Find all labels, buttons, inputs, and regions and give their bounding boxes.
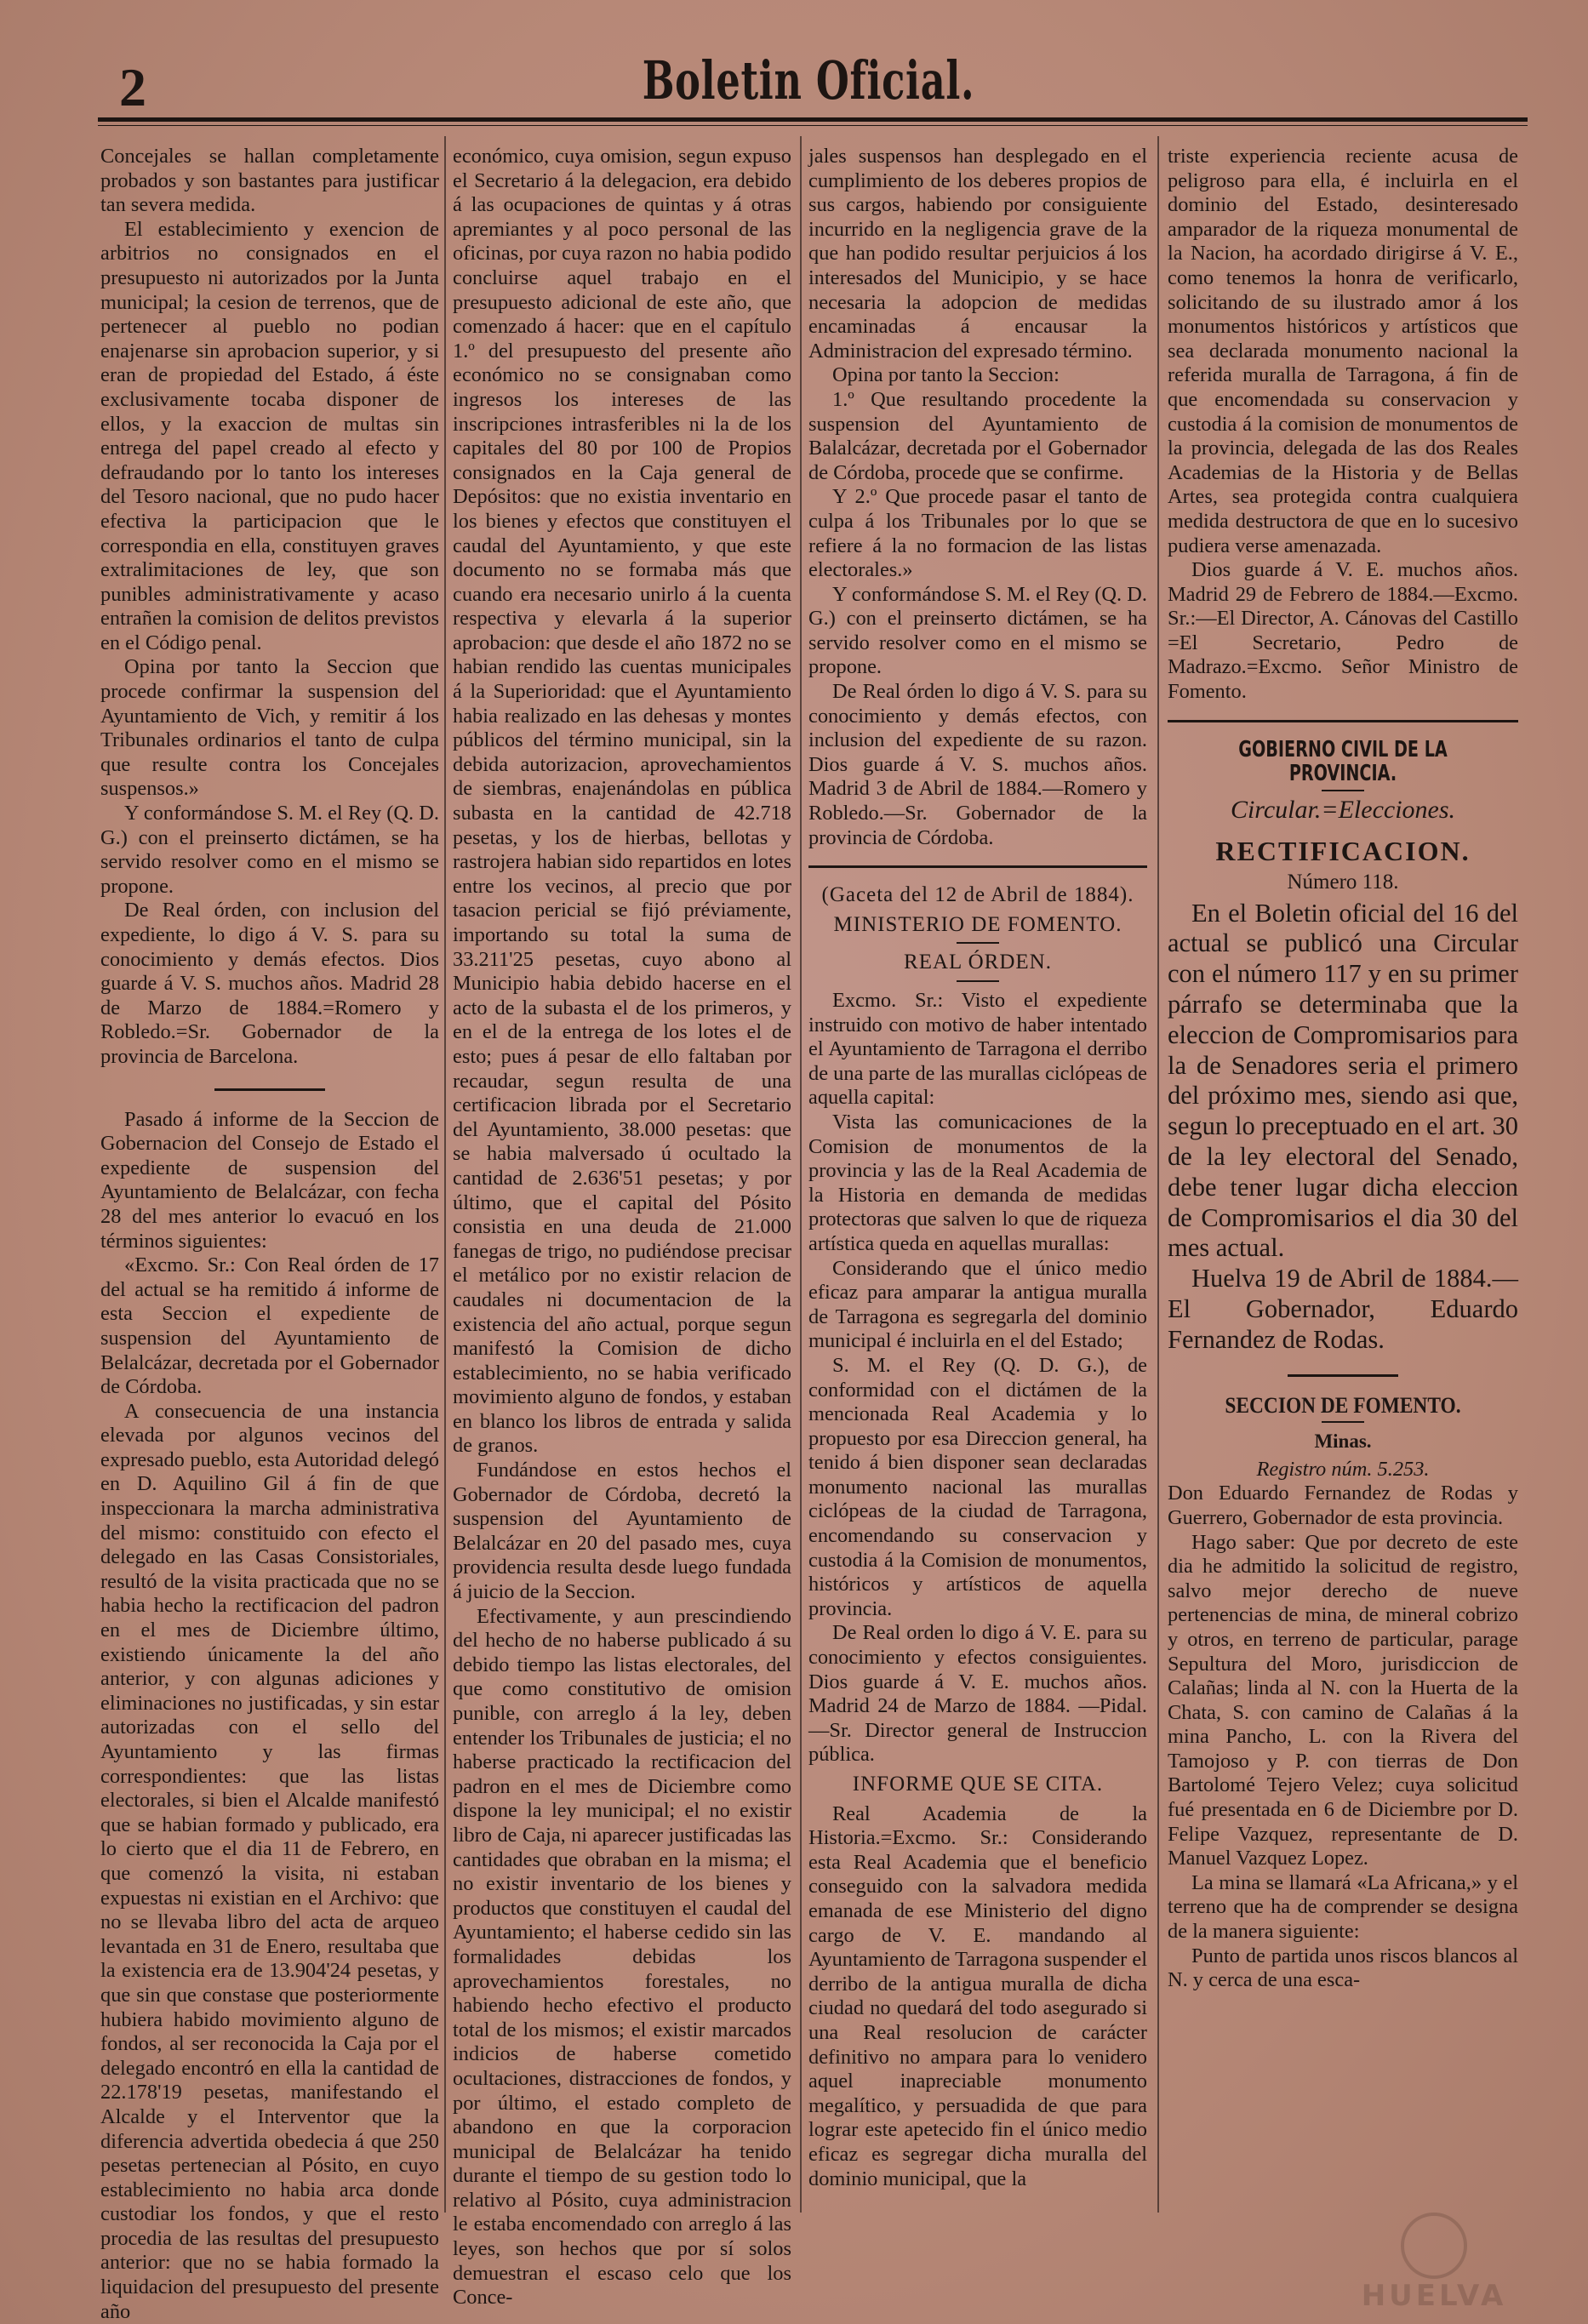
paragraph: Opina por tanto la Seccion: (832, 363, 1060, 387)
paragraph: S. M. el Rey (Q. D. G.), de conformidad con el dictámen de la mencionada Real Academia y lo propuesto por esa Direccion general, ha tenido á bien disponer sean declaradas monumento nacional las murallas ciclópeas de la ciudad de Tarragona, encomendando su conservacion y custodia á la Comision de monumentos, históricos y artísticos de aquella provincia. (808, 1353, 1147, 1620)
gaceta-reference: (Gaceta del 12 de Abril de 1884). (821, 883, 1134, 907)
paragraph: A consecuencia de una instancia elevada por algunos vecinos del expresado pueblo, esta Autoridad delegó en D. Aquilino Gil á fin de que inspeccionara la marcha administrativa del mismo: constituido con efecto el delegado en las Casas Consistoriales, resultó de la visita practicada que no se habia hecho la rectificacion del padron en el mes de Diciembre último, existiendo únicamente la del año anterior, y con algunas adiciones y eliminaciones no justificadas, y sin estar autorizadas con el sello del Ayuntamiento y las firmas correspondientes: que las listas electorales, si bien el Alcalde manifestó que se habian formado y publicado, era lo cierto que el dia 11 de Febrero, en que comenzó la visita, ni estaban expuestas ni existian en el Archivo: que no se llevaba libro del acta de arqueo levantada en 31 de Enero, resultaba que la existencia era de 13.904'24 pesetas, y que sin que constase que posteriormente hubiera habido movimiento alguno de fondos, al ser reconocida la Caja por el delegado encontró en ella la cantidad de 22.178'19 pesetas, manifestando el Alcalde y el Interventor que la diferencia advertida obedecia á que 250 pesetas pertenecian al Pósito, en cuyo establecimiento no habia arca donde custodiar los fondos, y que el resto procedia de las resultas del presupuesto anterior: que no se habia formado la liquidacion del presupuesto del presente año (100, 1399, 439, 2323)
paragraph: De Real órden, con inclusion del expediente, lo digo á V. S. para su conocimiento y demás efectos. Dios guarde á V. S. muchos años. Madrid 28 de Marzo de 1884.=Romero y Robledo.=Sr. Gobernador de la provincia de Barcelona. (100, 899, 439, 1068)
section-separator (214, 1088, 325, 1091)
paragraph: Efectivamente, y aun prescindiendo del hecho de no haberse publicado á su debido tiempo las listas electorales, del que como constitutivo de omision punible, con arreglo á la ley, deben entender los Tribunales de justicia; el no haberse practicado la rectificacion del padron en el mes de Diciembre como dispone la ley municipal; el no existir libro de Caja, ni aparecer justificadas las cantidades que obraban en la misma; el no existir inventario de los bienes y productos que constituyen el caudal del Ayuntamiento; el haberse cedido sin las formalidades debidas los aprovechamientos forestales, no habiendo hecho efectivo el producto total de los mismos; el existir marcados indicios de haberse cometido ocultaciones, distracciones de fondos, y por último, el estado completo de abandono en que la corporacion municipal de Belalcázar ha tenido durante el tiempo de su gestion todo lo relativo al Pósito, cuya administracion le estaba encomendado con arreglo á las leyes, son hechos que por sí solos demuestran el escaso celo que los Conce- (453, 1604, 791, 2310)
column-divider (444, 136, 446, 2213)
informe-heading: INFORME QUE SE CITA. (852, 1773, 1104, 1796)
paragraph: Considerando que el único medio eficaz para amparar la antigua muralla de Tarragona es segregarla del dominio municipal é incluirla en el del Estado; (808, 1256, 1147, 1353)
paragraph: La mina se llamará «La Africana,» y el terreno que ha de comprender se designa de la manera siguiente: (1168, 1870, 1518, 1944)
masthead-title: Boletin Oficial. (642, 49, 975, 111)
page-number: 2 (119, 57, 147, 117)
ministry-heading: MINISTERIO DE FOMENTO. (833, 912, 1122, 936)
paragraph: Punto de partida unos riscos blancos al N. y cerca de una esca- (1168, 1944, 1518, 1992)
minas-heading: Minas. (1314, 1430, 1372, 1453)
section-rule (808, 865, 1147, 868)
header-rule-thin (98, 125, 1528, 126)
paragraph: Vista las comunicaciones de la Comision de monumentos de la provincia y las de la Real Academia de la Historia en demanda de medidas protectoras que salven lo que de riqueza artística queda en aquellas murallas: (808, 1110, 1147, 1255)
column-2 (453, 145, 791, 2310)
notice-signature: Huelva 19 de Abril de 1884.—El Gobernador, Eduardo Fernandez de Rodas. (1168, 1264, 1518, 1354)
real-orden-heading: REAL ÓRDEN. (904, 951, 1052, 974)
column-divider (1157, 136, 1159, 2213)
paragraph: triste experiencia reciente acusa de peligroso para ella, é incluirla en el dominio del Estado, desinteresado amparador de la riqueza monumental de la Nacion, ha acordado dirigirse á V. E., como tenemos la honra de verificarlo, solicitando de su ilustrado amor á los monumentos históricos y artísticos que sea declarada monumento nacional la referida muralla de Tarragona, á fin de que encomendada su conservacion y custodia á la comision de monumentos de la provincia, delegada de las dos Reales Academias de la Historia y de Bellas Artes, sea protegida contra cualquiera medida destructora de que en lo sucesivo pudiera verse amenazada. (1168, 145, 1518, 557)
paragraph: Y conformándose S. M. el Rey (Q. D. G.) con el preinserto dictámen, se ha servido resolver como en el mismo se propone. (808, 582, 1147, 679)
header-rule (98, 117, 1528, 122)
paragraph: Concejales se hallan completamente probados y son bastantes para justificar tan severa medida. (100, 145, 439, 217)
paragraph: Real Academia de la Historia.=Excmo. Sr.: Considerando esta Real Academia que el beneficio conseguido con la salvadora medida emanada de ese Ministerio del digno cargo de V. E. mandando al Ayuntamiento de Tarragona suspender el derribo de la antigua muralla de dicha ciudad no quedará del todo asegurado si una Real resolucion de carácter definitivo no ampara para lo venidero aquel inapreciable monumento megalítico, y persuadida de que para lograr este apetecido fin el único medio eficaz es segregar dicha muralla del dominio municipal, que la (808, 1802, 1147, 2190)
paragraph: Y conformándose S. M. el Rey (Q. D. G.) con el preinserto dictámen, se ha servido resolver como en el mismo se propone. (100, 802, 439, 898)
paragraph: «Excmo. Sr.: Con Real órden de 17 del actual se ha remitido á informe de esta Seccion el expediente de suspension del Ayuntamiento de Belalcázar, decretada por el Gobernador de Córdoba. (100, 1253, 439, 1399)
circular-heading: Circular.=Elecciones. (1230, 795, 1456, 824)
column-1 (100, 145, 439, 2323)
numero-label: Número 118. (1287, 871, 1399, 894)
ornament-rule (1322, 790, 1364, 791)
paragraph: 1.º Que resultando procedente la suspension del Ayuntamiento de Balalcázar, decretada por el Gobernador de Córdoba, procede que se confirme. (808, 387, 1147, 484)
ornament-rule (1322, 1421, 1364, 1423)
notice-paragraph: En el Boletin oficial del 16 del actual se publicó una Circular con el número 117 y en su primer párrafo se determinaba que la eleccion de Compromisarios para la de Senadores seria el primero del próximo mes, siendo asi que, segun lo preceptuado en el art. 30 de la ley electoral del Senado, debe tener lugar dicha eleccion de Compromisarios el dia 30 del mes actual. (1168, 898, 1518, 1263)
paragraph: Dios guarde á V. E. muchos años. Madrid 29 de Febrero de 1884.—Excmo. Sr.:—El Director, A. Cánovas del Castillo =El Secretario, Pedro de Madrazo.=Excmo. Señor Ministro de Fomento. (1168, 558, 1518, 704)
paragraph: económico, cuya omision, segun expuso el Secretario á la delegacion, era debido á las ocupaciones de quintas y á otras apremiantes y al poco personal de las oficinas, por cuya razon no habia podido concluirse aquel trabajo en el presupuesto adicional de este año, que comenzado á hacer: que en el capítulo 1.º del presupuesto del presente año económico no se consignaban como ingresos los intereses de las inscripciones intrasferibles ni la de los capitales del 80 por 100 de Propios consignados en la Caja general de Depósitos: que no existia inventario en los bienes y efectos que constituyen el caudal del Ayuntamiento, y que este documento no se formaba más que cuando era necesario unirlo á la cuenta respectiva y elevarla á la superior aprobacion: que desde el año 1872 no se habian rendido las cuentas municipales á la Superioridad: que el Ayuntamiento habia realizado en las dehesas y montes públicos del término municipal, sin la debida autorizacion, aprovechamientos de siembras, enajenándolas en pública subasta en la cantidad de 42.718 pesetas, y los de hierbas, bellotas y rastrojera habian sido repartidos en lotes entre los vecinos, al precio que por tasacion pericial se fijó préviamente, importando su total la suma de 33.211'25 pesetas, cuyo abono al Municipio habia debido hacerse en el acto de la subasta el de los primeros, y en el de la entrega de los lotes el de esto; pues á pesar de ello faltaban por recaudar, segun resulta de una certificacion librada por el Secretario del Ayuntamiento, 38.000 pesetas: que se habia malversado ú ocultado la cantidad de 2.636'51 pesetas; y por último, que el capital del Pósito consistia en una deuda de 21.000 fanegas de trigo, no pudiéndose precisar el metálico por no existir relacion de caudales ni documentacion de la existencia del año actual, porque segun manifestó la Comision de dicho establecimiento, no se habia verificado movimiento alguno de fondos, y estaban en blanco los libros de entrada y salida de granos. (453, 145, 791, 1458)
ornament-rule (957, 980, 999, 982)
section-separator (1288, 1374, 1398, 1377)
column-3 (808, 145, 1147, 2213)
paragraph: De Real órden lo digo á V. S. para su conocimiento y demás efectos, con inclusion del expediente de su razon. Dios guarde á V. S. muchos años. Madrid 3 de Abril de 1884.—Romero y Robledo.—Sr. Gobernador de la provincia de Córdoba. (808, 680, 1147, 849)
paragraph: Y 2.º Que procede pasar el tanto de culpa á los Tribunales por lo que se refiere á la no formacion de las listas electorales.» (808, 485, 1147, 582)
section-rule (1168, 720, 1518, 722)
section-heading-gobierno: GOBIERNO CIVIL DE LA PROVINCIA. (1238, 736, 1448, 787)
paragraph: Hago saber: Que por decreto de este dia he admitido la solicitud de registro, salvo mejor derecho de nueve pertenencias de mina, de mineral cobrizo y otros, en terreno de particular, parage Sepultura del Moro, jurisdiccion de Calañas; linda al N. con la Huerta de la Chata, S. con camino de Calañas á la mina Pancho, L. con la Rivera del Tamojoso y P. con tierras de Don Bartolomé Tejero Velez; cuya solicitud fué presentada en 6 de Diciembre por D. Felipe Vazquez, representante de D. Manuel Vazquez Lopez. (1168, 1530, 1518, 1870)
paragraph: De Real orden lo digo á V. E. para su conocimiento y efectos consiguientes. Dios guarde á V. E. muchos años. Madrid 24 de Marzo de 1884. —Pidal.—Sr. Director general de Instruccion pública. (808, 1621, 1147, 1767)
seal-icon (1401, 2213, 1467, 2279)
paragraph: Excmo. Sr.: Visto el expediente instruido con motivo de haber intentado el Ayuntamiento de Tarragona el derribo de una parte de las murallas ciclópeas de aquella capital: (808, 989, 1147, 1110)
page-header (94, 43, 1523, 128)
paragraph: Pasado á informe de la Seccion de Gobernacion del Consejo de Estado el expediente de suspension del Ayuntamiento de Belalcázar, con fecha 28 del mes anterior lo evacuó en los términos siguientes: (100, 1107, 439, 1253)
column-4 (1168, 145, 1518, 2213)
paragraph: Fundándose en estos hechos el Gobernador de Córdoba, decretó la suspension del Ayuntamiento de Belalcázar en 20 del pasado mes, cuya providencia resulta desde luego fundada á juicio de la Seccion. (453, 1459, 791, 1604)
rectificacion-heading: RECTIFICACION. (1215, 836, 1471, 867)
registro-label: Registro núm. 5.253. (1256, 1457, 1430, 1481)
ornament-rule (957, 942, 999, 944)
paragraph: jales suspensos han desplegado en el cumplimiento de los deberes propios de sus cargos, habiendo por consiguiente incurrido en la negligencia grave de la que han podido resultar perjuicios á los interesados del Municipio, y se hace necesaria la adopcion de medidas encaminadas á encausar la Administracion del expresado término. (808, 145, 1147, 363)
watermark-text: HUELVA (1361, 2279, 1507, 2313)
paragraph: Opina por tanto la Seccion que procede confirmar la suspension del Ayuntamiento de Vich, y remitir á los Tribunales ordinarios el tanto de culpa que resulte contra los Concejales suspensos.» (100, 655, 439, 801)
paragraph: El establecimiento y exencion de arbitrios no consignados en el presupuesto ni autorizados por la Junta municipal; la cesion de terrenos, que de pertenecer al pueblo no podian enajenarse sin aprobacion superior, y si eran de propiedad del Estado, á éste exclusivamente tocaba disponer de ellos, y la exaccion de multas sin entrega del papel creado al efecto y defraudando por lo tanto los intereses del Tesoro nacional, que no pudo hacer efectiva la participacion que le correspondia en ella, constituyen graves extralimitaciones de ley, que son punibles administrativamente y acaso entrañen la comision de delitos previstos en el Código penal. (100, 217, 439, 654)
archive-watermark (1328, 2213, 1540, 2313)
section-heading-fomento: SECCION DE FOMENTO. (1225, 1392, 1461, 1418)
column-divider (800, 136, 802, 2213)
paragraph: Don Eduardo Fernandez de Rodas y Guerrero, Gobernador de esta provincia. (1168, 1482, 1518, 1529)
